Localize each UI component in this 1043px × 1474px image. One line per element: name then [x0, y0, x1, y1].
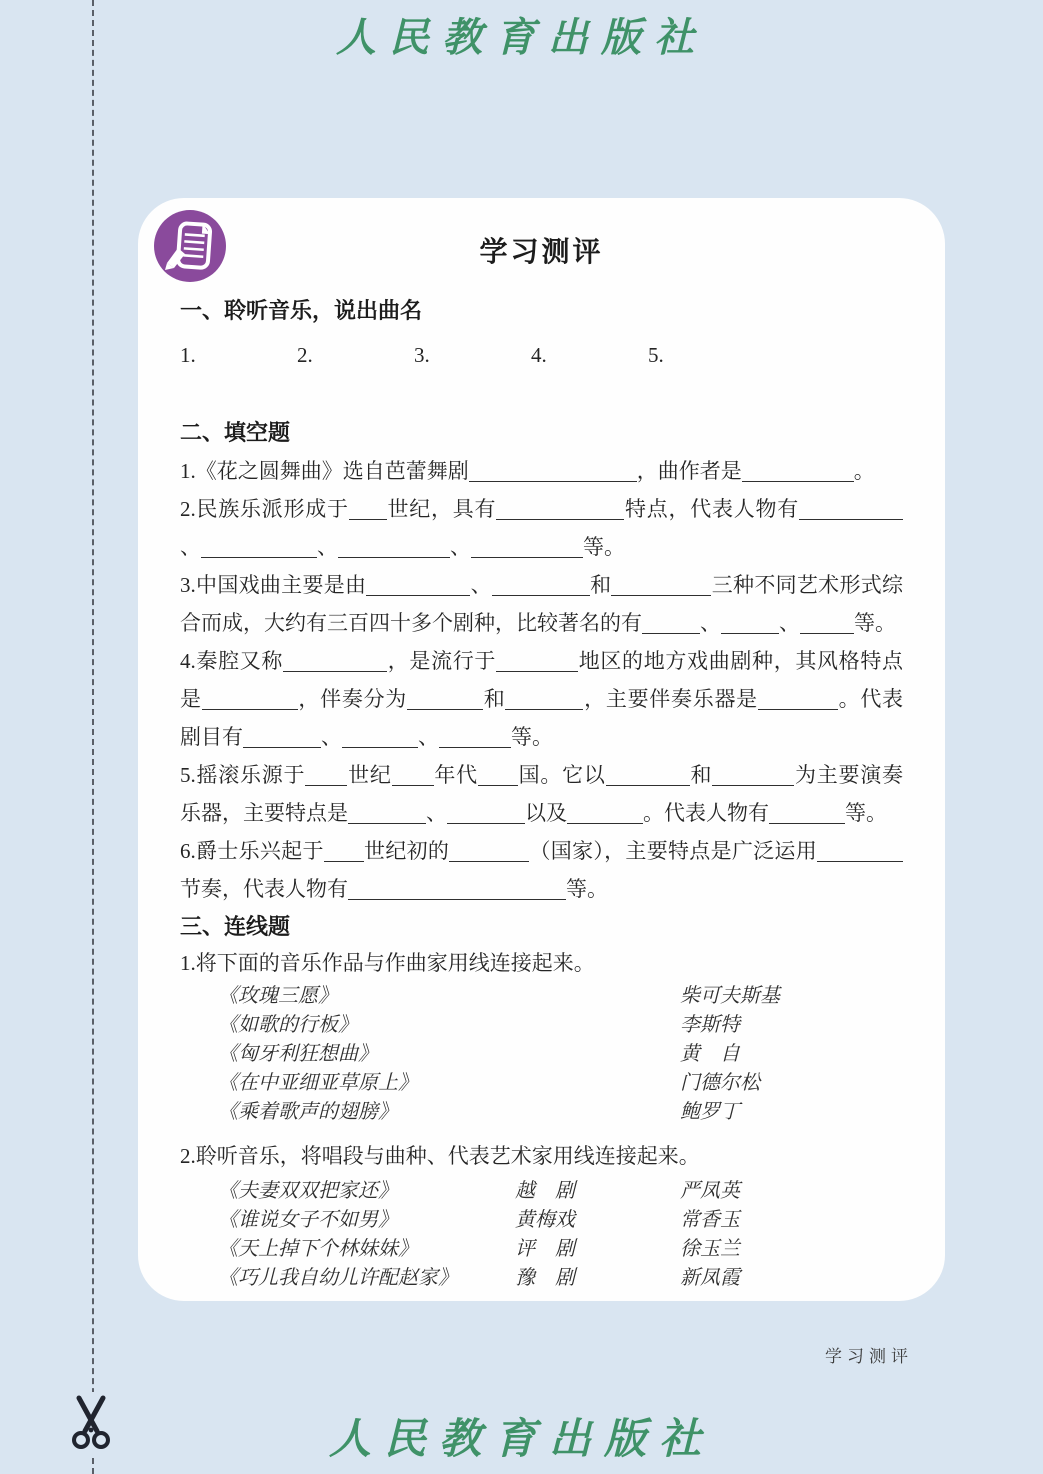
blank-line: [492, 590, 590, 596]
worksheet-card: [138, 198, 945, 1301]
match-row: [180, 1206, 903, 1235]
composer-name: 李斯特: [680, 1014, 740, 1036]
question-text: 世纪初的: [363, 839, 450, 863]
aria-title: 《天上掉下个林妹妹》: [218, 1238, 418, 1260]
composer-name: 黄 自: [680, 1043, 740, 1065]
question-text: 2.民族乐派形成于: [180, 497, 349, 521]
blank-line: [439, 742, 511, 748]
match-row: [180, 1040, 903, 1069]
question-text: 、: [317, 535, 338, 559]
section1-number-row: [180, 340, 903, 370]
blank-line: [366, 590, 470, 596]
match-row: [180, 1264, 903, 1293]
work-title: 《玫瑰三愿》: [218, 985, 338, 1007]
card-content: [138, 298, 945, 1293]
question-text: 、: [426, 801, 447, 825]
question-text: 世纪: [347, 763, 392, 787]
question-text: 特点，代表人物有: [624, 497, 799, 521]
blank-line: [342, 742, 418, 748]
question-text: 节奏，代表人物有: [180, 877, 348, 901]
question-text: （国家），主要特点是广泛运用: [529, 839, 818, 863]
blank-line: [407, 704, 483, 710]
card-header: [138, 198, 945, 298]
fill-blank-question: [180, 642, 903, 756]
opera-genre: 豫 剧: [515, 1267, 575, 1289]
blank-line: [505, 704, 583, 710]
blank-line: [348, 818, 426, 824]
question-text: 等。: [854, 611, 896, 635]
question-text: 地区的地方戏曲剧种，其风格特点是: [180, 649, 904, 711]
blank-line: [348, 894, 566, 900]
question-text: ，主要伴奏乐器是: [583, 687, 758, 711]
question-text: 为主要演奏乐器，主要特点是: [180, 763, 904, 825]
document-pen-icon: [154, 210, 226, 282]
match-part1-list: [180, 982, 903, 1127]
publisher-logo-bottom: 人民教育出版社: [328, 1414, 714, 1463]
work-title: 《如歌的行板》: [218, 1014, 358, 1036]
blank-line: [392, 780, 434, 786]
match-row: [180, 1011, 903, 1040]
blank-line: [449, 856, 529, 862]
question-text: 。代表剧目有: [180, 687, 904, 749]
blank-line: [800, 628, 854, 634]
question-text: 、: [321, 725, 342, 749]
item-number: 3.: [414, 343, 430, 367]
question-text: 6.爵士乐兴起于: [180, 839, 324, 863]
fill-blank-question: [180, 566, 903, 642]
blank-line: [611, 590, 711, 596]
question-text: 、: [700, 611, 721, 635]
blank-line: [469, 476, 637, 482]
aria-title: 《巧儿我自幼儿许配赵家》: [218, 1267, 458, 1289]
item-number: 1.: [180, 343, 196, 367]
question-text: 国。它以: [517, 763, 606, 787]
blank-line: [606, 780, 690, 786]
section2-heading: 二、填空题: [180, 420, 291, 445]
match-row: [180, 1069, 903, 1098]
question-text: 和: [483, 687, 506, 711]
question-text: 、: [180, 535, 201, 559]
blank-line: [243, 742, 321, 748]
match-row: [180, 1098, 903, 1127]
question-text: 世纪，具有: [386, 497, 497, 521]
question-text: 等。: [566, 877, 608, 901]
question-text: 4.秦腔又称: [180, 649, 284, 673]
artist-name: 新凤霞: [680, 1267, 740, 1289]
match-part2-list: [180, 1177, 903, 1293]
blank-line: [758, 704, 838, 710]
match-row: [180, 1177, 903, 1206]
aria-title: 《谁说女子不如男》: [218, 1209, 398, 1231]
artist-name: 徐玉兰: [680, 1238, 740, 1260]
publisher-logo-top: 人民教育出版社: [336, 14, 707, 61]
item-number: 5.: [648, 343, 664, 367]
question-text: ，曲作者是: [636, 459, 742, 483]
blank-line: [496, 666, 578, 672]
blank-line: [721, 628, 779, 634]
fill-blank-question: [180, 452, 903, 490]
question-text: 、: [779, 611, 800, 635]
match-part2-intro: 2.聆听音乐，将唱段与曲种、代表艺术家用线连接起来。: [180, 1144, 700, 1168]
section1-heading: 一、聆听音乐，说出曲名: [180, 298, 423, 323]
match-part1-intro: 1.将下面的音乐作品与作曲家用线连接起来。: [180, 951, 595, 975]
opera-genre: 黄梅戏: [515, 1209, 575, 1231]
work-title: 《匈牙利狂想曲》: [218, 1043, 378, 1065]
fill-blank-question: [180, 490, 903, 566]
question-text: 以及: [525, 801, 567, 825]
question-text: 和: [689, 763, 713, 787]
question-text: 、: [450, 535, 471, 559]
blank-line: [642, 628, 700, 634]
work-title: 《乘着歌声的翅膀》: [218, 1101, 398, 1123]
composer-name: 鲍罗丁: [680, 1101, 740, 1123]
work-title: 《在中亚细亚草原上》: [218, 1072, 418, 1094]
blank-line: [202, 704, 298, 710]
question-text: 年代: [433, 763, 478, 787]
page-title: 学习测评: [479, 236, 604, 267]
blank-line: [496, 514, 624, 520]
aria-title: 《夫妻双双把家还》: [218, 1180, 398, 1202]
blank-line: [283, 666, 387, 672]
blank-line: [769, 818, 845, 824]
blank-line: [447, 818, 525, 824]
blank-line: [742, 476, 854, 482]
blank-line: [799, 514, 903, 520]
opera-genre: 评 剧: [515, 1238, 575, 1260]
question-text: ，是流行于: [387, 649, 497, 673]
question-text: 1.《花之圆舞曲》选自芭蕾舞剧: [180, 459, 469, 483]
blank-line: [349, 514, 387, 520]
artist-name: 常香玉: [680, 1209, 740, 1231]
question-text: 、: [470, 573, 492, 597]
composer-name: 柴可夫斯基: [680, 985, 780, 1007]
blank-line: [712, 780, 794, 786]
question-text: 、: [418, 725, 439, 749]
blank-line: [324, 856, 364, 862]
match-row: [180, 982, 903, 1011]
fill-blank-question: [180, 756, 903, 832]
question-text: 。代表人物有: [643, 801, 769, 825]
blank-line: [817, 856, 903, 862]
blank-line: [305, 780, 347, 786]
question-text: 3.中国戏曲主要是由: [180, 573, 367, 597]
question-text: 5.摇滚乐源于: [180, 763, 306, 787]
item-number: 4.: [531, 343, 547, 367]
question-text: 三种不同艺术形式综合而成，大约有三百四十多个剧种，比较著名的有: [180, 573, 904, 635]
question-text: 和: [589, 573, 612, 597]
question-text: 等。: [583, 535, 625, 559]
cut-dashed-line: [92, 0, 94, 1474]
blank-line: [471, 552, 583, 558]
blank-line: [478, 780, 518, 786]
fill-blank-question: [180, 832, 903, 908]
section3-heading: 三、连线题: [180, 914, 291, 939]
opera-genre: 越 剧: [515, 1180, 575, 1202]
question-text: 等。: [511, 725, 553, 749]
item-number: 2.: [297, 343, 313, 367]
artist-name: 严凤英: [680, 1180, 740, 1202]
blank-line: [338, 552, 450, 558]
blank-line: [567, 818, 643, 824]
fill-blank-questions: [180, 452, 903, 908]
question-text: 。: [853, 459, 875, 483]
page-footer-label: 学习测评: [825, 1347, 913, 1366]
question-text: ，伴奏分为: [297, 687, 408, 711]
match-row: [180, 1235, 903, 1264]
question-text: 等。: [845, 801, 887, 825]
blank-line: [201, 552, 317, 558]
composer-name: 门德尔松: [680, 1072, 760, 1094]
